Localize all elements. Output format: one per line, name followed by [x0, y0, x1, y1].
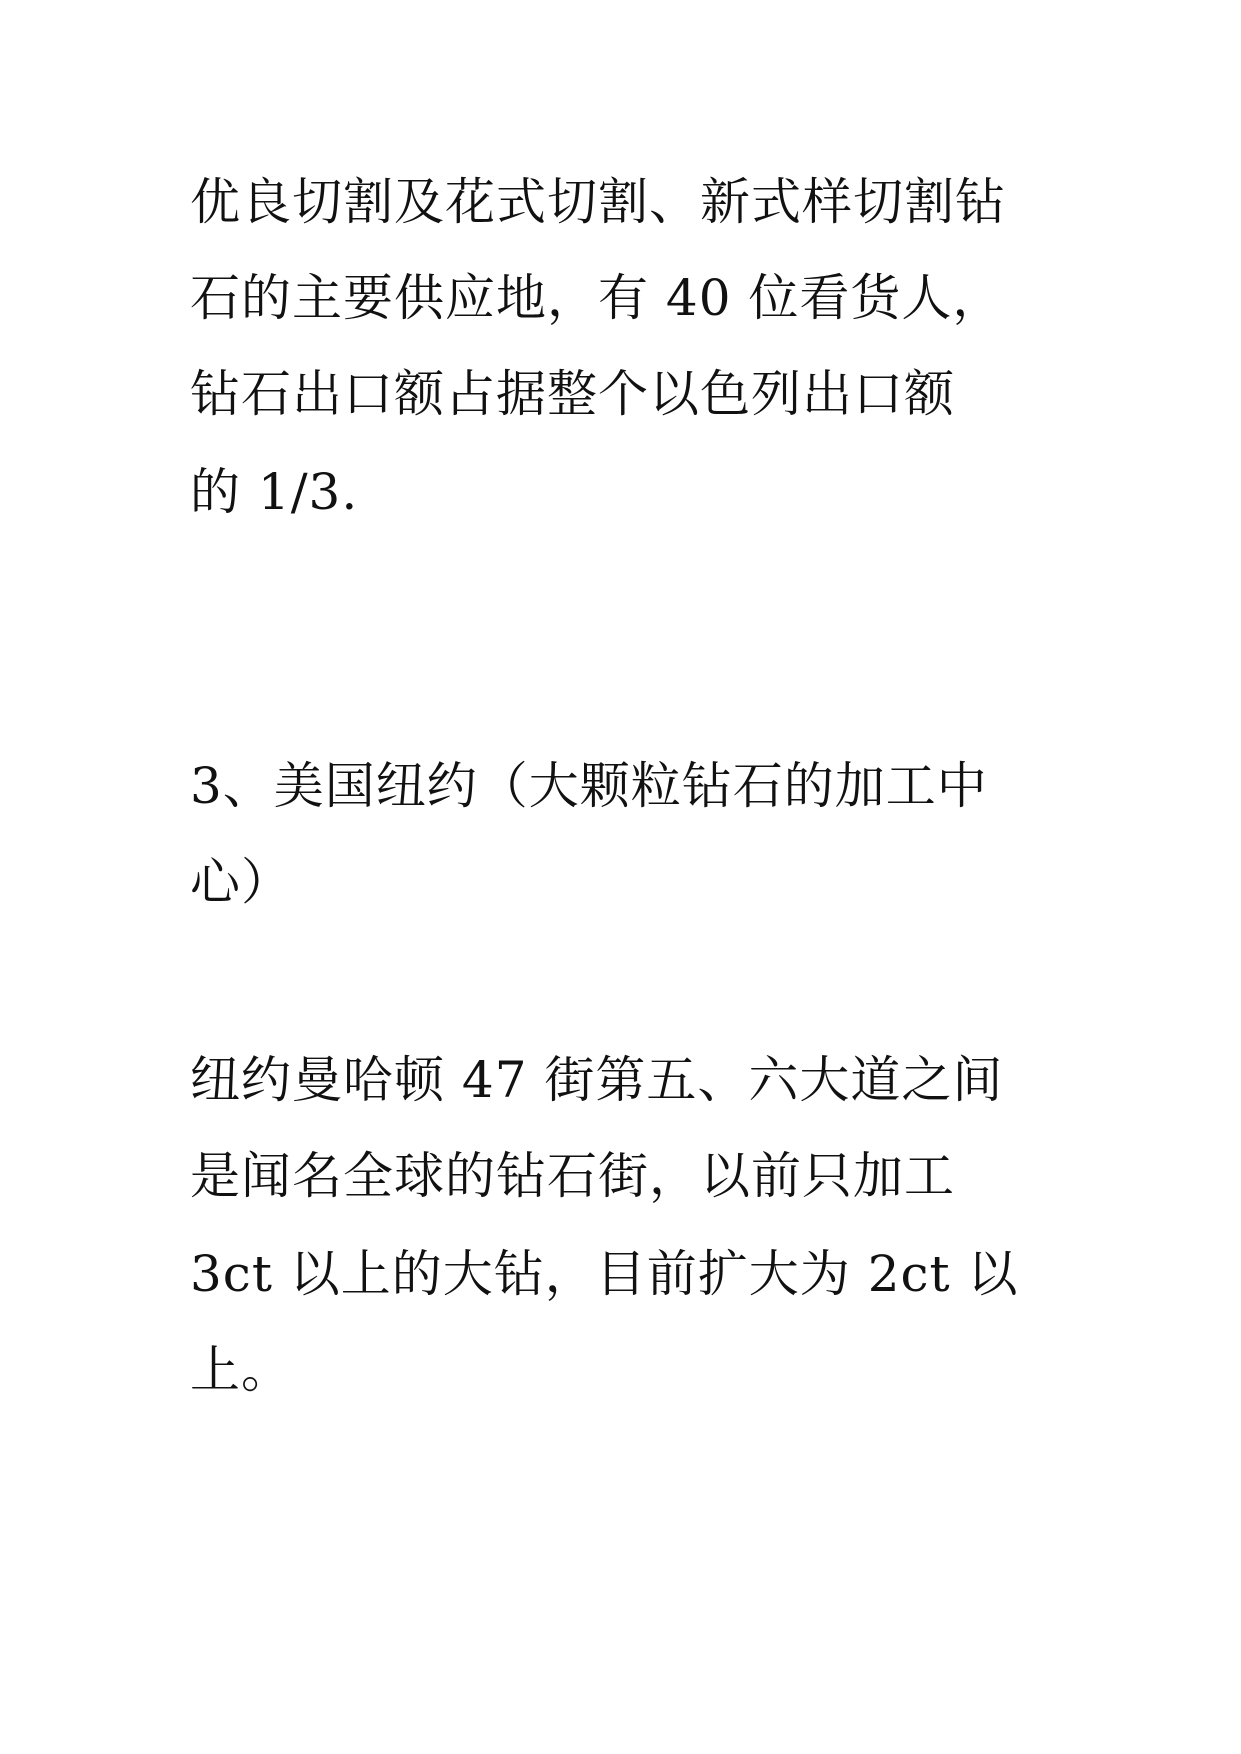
paragraph-line: 是闻名全球的钻石街，以前只加工 — [190, 1147, 955, 1205]
paragraph-line: 钻石出口额占据整个以色列出口额 — [190, 365, 955, 423]
section-heading-line: 3、美国纽约（大颗粒钻石的加工中 — [190, 757, 988, 815]
paragraph-line: 纽约曼哈顿 47 街第五、六大道之间 — [190, 1051, 1004, 1109]
section-heading-line: 心） — [190, 853, 292, 911]
paragraph-line: 3ct 以上的大钻，目前扩大为 2ct 以 — [190, 1245, 1019, 1303]
paragraph-line: 上。 — [190, 1341, 292, 1399]
paragraph-line: 的 1/3. — [190, 463, 359, 521]
paragraph-line: 优良切割及花式切割、新式样切割钻 — [190, 173, 1006, 231]
paragraph-line: 石的主要供应地，有 40 位看货人， — [190, 269, 1004, 327]
